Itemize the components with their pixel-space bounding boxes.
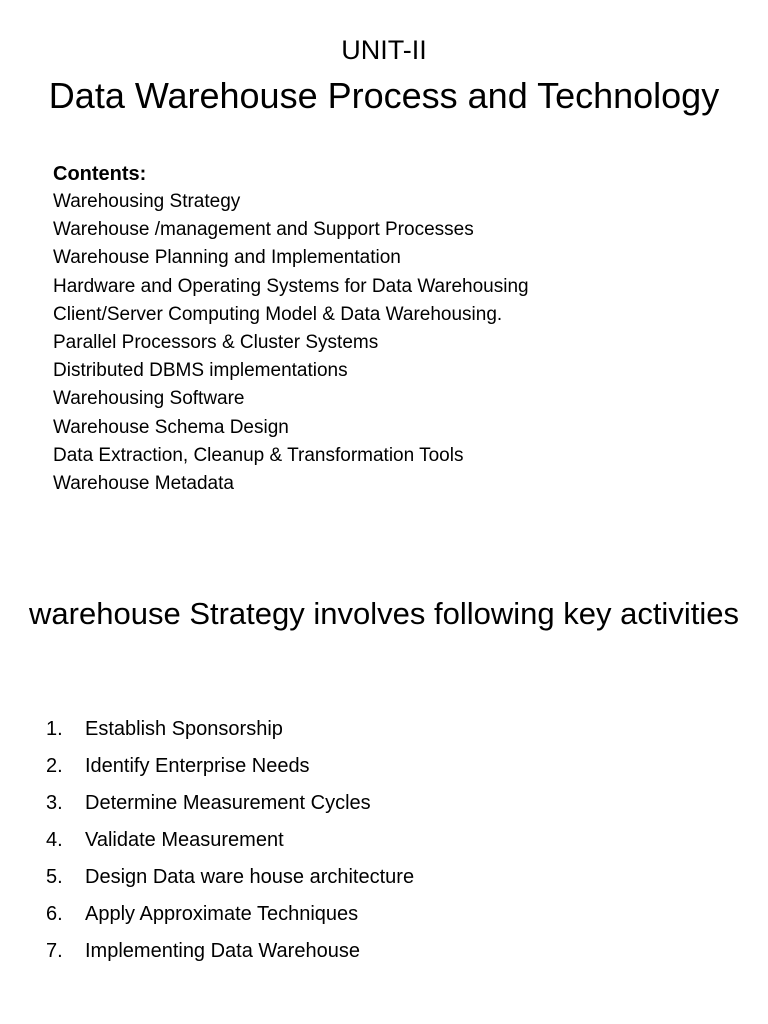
activity-item — [46, 933, 414, 970]
activity-number: 5. — [46, 866, 63, 888]
activity-list — [46, 711, 414, 970]
contents-item: Client/Server Computing Model & Data Warehousing. — [53, 303, 503, 325]
contents-item: Parallel Processors & Cluster Systems — [53, 331, 379, 353]
activity-text: Establish Sponsorship — [85, 718, 283, 740]
activity-number: 2. — [46, 755, 63, 777]
activity-text: Identify Enterprise Needs — [85, 755, 310, 777]
activity-text: Apply Approximate Techniques — [85, 903, 359, 925]
activity-text: Design Data ware house architecture — [85, 866, 415, 888]
page-title: Data Warehouse Process and Technology — [48, 75, 720, 116]
activity-item — [46, 785, 414, 822]
contents-item: Warehousing Strategy — [53, 191, 241, 212]
contents-section — [53, 160, 529, 498]
slide-warehouse-strategy — [0, 540, 768, 1024]
activity-number: 7. — [46, 940, 63, 962]
activity-number: 4. — [46, 829, 63, 851]
unit-label: UNIT-II — [341, 35, 427, 65]
activity-item — [46, 822, 414, 859]
contents-list — [53, 188, 529, 498]
contents-heading: Contents: — [53, 163, 147, 185]
contents-item: Warehouse Metadata — [53, 472, 234, 494]
contents-item: Warehousing Software — [53, 388, 245, 410]
activity-number: 1. — [46, 718, 63, 740]
contents-item: Distributed DBMS implementations — [53, 360, 348, 382]
activity-number: 3. — [46, 792, 63, 814]
activity-item — [46, 896, 414, 933]
activity-item — [46, 859, 414, 896]
activity-number: 6. — [46, 903, 63, 925]
activity-text: Determine Measurement Cycles — [85, 792, 371, 814]
section-title: warehouse Strategy involves following key activities — [29, 596, 739, 631]
contents-item: Warehouse /management and Support Processes — [53, 219, 474, 241]
contents-item: Hardware and Operating Systems for Data Warehousing — [53, 275, 529, 297]
activity-text: Validate Measurement — [85, 829, 284, 851]
contents-item: Warehouse Planning and Implementation — [53, 247, 401, 269]
activity-item — [46, 748, 414, 785]
activity-item — [46, 711, 414, 748]
activity-text: Implementing Data Warehouse — [85, 940, 360, 962]
contents-item: Warehouse Schema Design — [53, 416, 289, 438]
contents-item: Data Extraction, Cleanup & Transformation Tools — [53, 444, 464, 466]
